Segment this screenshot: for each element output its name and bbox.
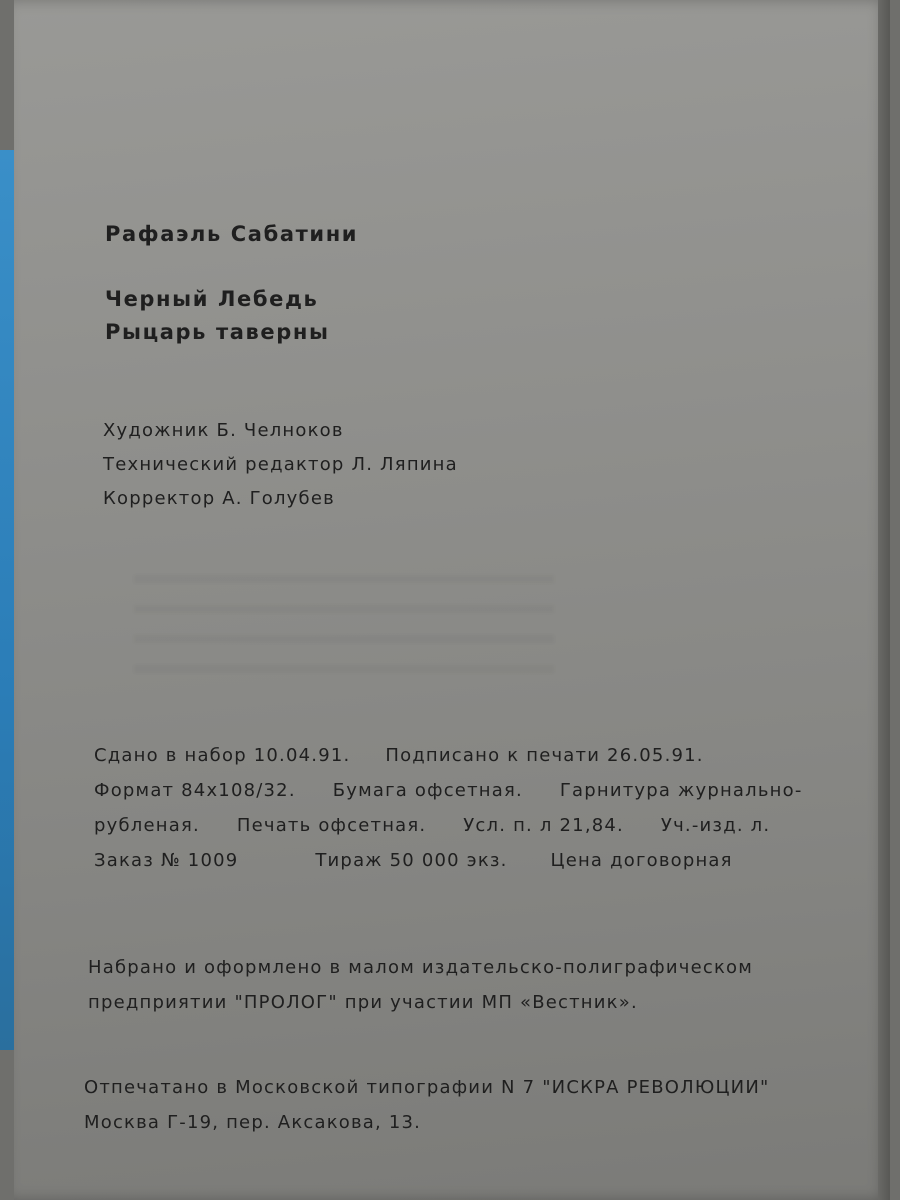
show-through-texture xyxy=(134,575,554,695)
printer-line-1: Отпечатано в Московской типографии N 7 "ИСКРА РЕВОЛЮЦИИ" xyxy=(84,1077,770,1098)
typeface: Гарнитура журнально- xyxy=(559,780,803,801)
conditional-sheets: Усл. п. л 21,84. xyxy=(463,815,624,836)
imprint-line-4 xyxy=(94,843,803,878)
production-line-2: предприятии "ПРОЛОГ" при участии МП «Вестник». xyxy=(88,992,638,1013)
book-page xyxy=(14,0,890,1200)
blue-cover-edge xyxy=(0,150,14,1050)
sent-to-typesetting: Сдано в набор 10.04.91. xyxy=(94,745,351,766)
production-line-1: Набрано и оформлено в малом издательско-полиграфическом xyxy=(88,957,754,978)
production-block xyxy=(88,950,753,1020)
signed-for-print: Подписано к печати 26.05.91. xyxy=(385,745,704,766)
book-title-2: Рыцарь таверны xyxy=(105,320,330,344)
credit-technical-editor: Технический редактор Л. Ляпина xyxy=(103,454,458,475)
imprint-line-3 xyxy=(94,808,803,843)
print-run: Тираж 50 000 экз. xyxy=(315,850,508,871)
price: Цена договорная xyxy=(550,850,733,871)
credits-block xyxy=(103,414,458,516)
book-title-1: Черный Лебедь xyxy=(105,287,319,311)
imprint-block xyxy=(94,738,803,878)
order-number: Заказ № 1009 xyxy=(94,850,239,871)
paper: Бумага офсетная. xyxy=(332,780,523,801)
page-right-edge xyxy=(878,0,890,1200)
printer-block xyxy=(84,1070,769,1140)
printing: Печать офсетная. xyxy=(236,815,427,836)
author-name: Рафаэль Сабатини xyxy=(105,222,359,246)
credit-proofreader: Корректор А. Голубев xyxy=(103,488,335,509)
imprint-line-2 xyxy=(94,773,803,808)
printer-line-2: Москва Г-19, пер. Аксакова, 13. xyxy=(84,1112,422,1133)
format: Формат 84х108/32. xyxy=(94,780,296,801)
typeface-cont: рубленая. xyxy=(94,815,200,836)
credit-artist: Художник Б. Челноков xyxy=(103,420,344,441)
imprint-line-1 xyxy=(94,738,803,773)
publisher-sheets: Уч.-изд. л. xyxy=(660,815,771,836)
